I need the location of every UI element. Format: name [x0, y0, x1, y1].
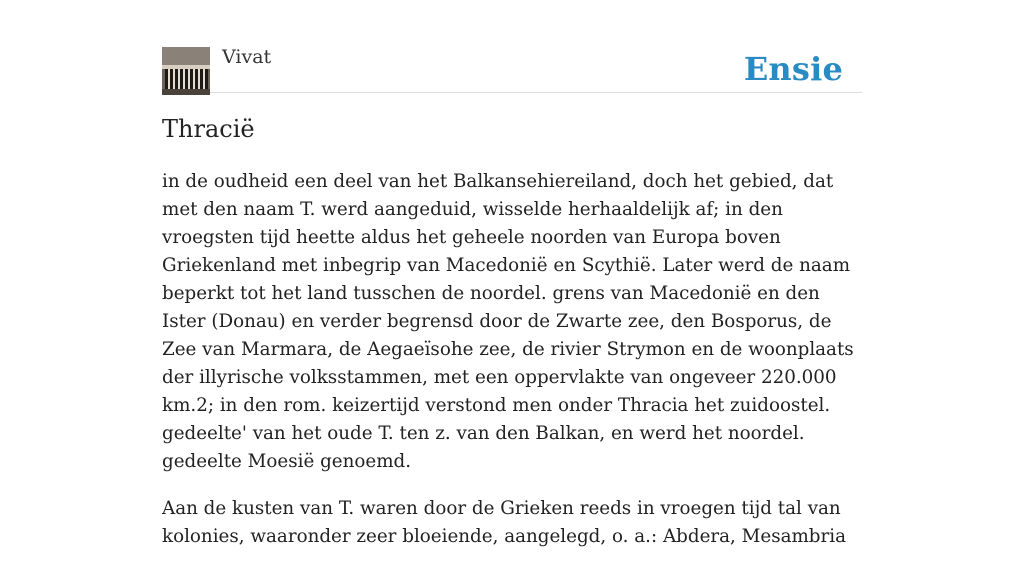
author-avatar[interactable]: [162, 47, 210, 95]
avatar-image-icon: [162, 47, 210, 95]
article-paragraph: in de oudheid een deel van het Balkansehiereiland, doch het gebied, dat met den naam T. werd aangeduid, wisselde herhaaldelijk af; in den vroegsten tijd heette aldus het geheele noorden van Europa boven Griekenland met inbegrip van Macedonië en Scythië. Later werd de naam beperkt tot het land tusschen de noordel. grens van Macedonië en den Ister (Donau) en verder begrensd door de Zwarte zee, den Bosporus, de Zee van Marmara, de Aegaeïsohe zee, de rivier Strymon en de woonplaats der illyrische volksstammen, met een oppervlakte van ongeveer 220.000 km.2; in den rom. keizertijd verstond men onder Thracia het zuidoostel. gedeelte' van het oude T. ten z. van den Balkan, en werd het noordel. gedeelte Moesië genoemd.: [162, 171, 854, 472]
site-logo[interactable]: Ensie: [743, 50, 843, 88]
article-body: [162, 168, 862, 570]
article-paragraph: Aan de kusten van T. waren door de Grieken reeds in vroegen tijd tal van kolonies, waaronder zeer bloeiende, aangelegd, o. a.: Abdera, Mesambria: [162, 498, 846, 547]
page-title: Thracië: [162, 115, 255, 143]
article-page: [162, 0, 862, 547]
header: [162, 0, 862, 93]
author-name[interactable]: Vivat: [222, 46, 272, 68]
